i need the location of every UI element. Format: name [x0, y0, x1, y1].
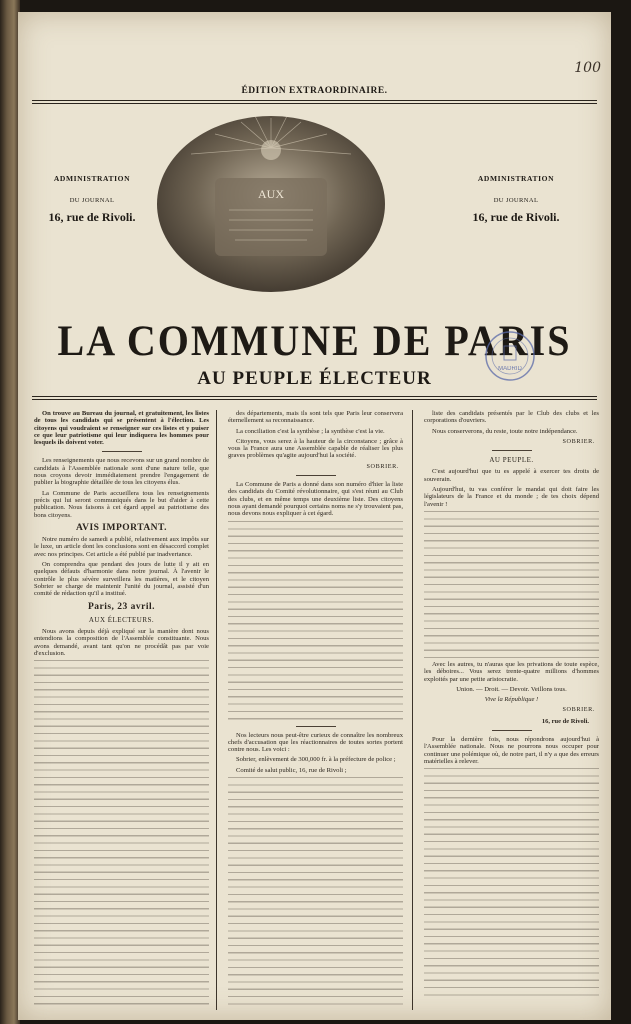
book-spine	[0, 0, 20, 1024]
col2-paragraph: Citoyens, vous serez à la hauteur de la circonstance ; grâce à vous la France aura une Assemblée capable de réaliser les plus graves problèmes qu'agite aujourd'hui la société.	[228, 437, 403, 460]
stamp-crest-icon	[504, 346, 516, 360]
col3-sep	[492, 730, 532, 731]
edition-label: ÉDITION EXTRAORDINAIRE.	[241, 86, 388, 96]
stamp-text: MADRID	[498, 366, 522, 372]
col2-paragraph: Nos lecteurs nous peut-être curieux de connaître les nombreux chefs d'accusation que les réactionnaires de toutes sortes portent contre nous. Les voici :	[228, 731, 403, 754]
col3-motto: Union. — Droit. — Devoir. Veillons tous.	[456, 685, 567, 693]
columns-top-rule	[32, 396, 597, 397]
col2-paragraph: La conciliation c'est la synthèse ; la synthèse c'est la vie.	[236, 427, 385, 435]
col3-address: 16, rue de Rivoli.	[541, 717, 589, 725]
emblem-text: AUX	[258, 187, 284, 201]
col3-paragraph: Nous conserverons, du reste, toute notre indépendance.	[432, 427, 578, 435]
column-3	[424, 410, 599, 1010]
column-divider-1	[216, 410, 217, 1010]
col2-paragraph: Comité de salut public, 16, rue de Rivoli ;	[236, 766, 347, 774]
col2-continued-text	[228, 777, 403, 1010]
masthead-title: LA COMMUNE DE PARIS	[57, 316, 572, 365]
col1-sep	[102, 451, 142, 452]
left-admin-box	[32, 174, 152, 225]
col3-continued-text	[424, 768, 599, 998]
right-admin-address: 16, rue de Rivoli.	[472, 210, 560, 224]
col2-continued-text	[228, 521, 403, 721]
col1-dateline: Paris, 23 avril.	[87, 601, 156, 612]
col1-paragraph: La Commune de Paris accueillera tous les renseignements précis qui lui seront communiqués dans le but d'aider à cette publication. Nous faisons à cet égard appel au patriotisme des bons citoyens.	[34, 489, 209, 519]
col1-paragraph: On comprendra que pendant des jours de lutte il y ait en quelques défauts d'harmonie dans notre journal. À l'avenir le contrôle le plus sévère surveillera les matières, et le citoyen Sobrier se charge de maintenir l'unité du journal, assisté d'un comité de rédaction qu'il a institué.	[34, 561, 209, 598]
col1-paragraph: Nous avons depuis déjà expliqué sur la manière dont nous entendions la composition de l'Assemblée constituante. Nous avons demandé, avant tant qu'on ne procédât pas par voie d'exclusion.	[34, 628, 209, 658]
col2-paragraph: La Commune de Paris a donné dans son numéro d'hier la liste des candidats du Comité révolutionnaire, qui s'est réuni au Club des clubs, et en même temps une deuxième liste. Des citoyens nous ayant demandé pourquoi certains noms ne s'y trouvaient pas, nous devons nous expliquer à cet égard.	[228, 481, 403, 518]
col3-signature: SOBRIER.	[562, 437, 595, 445]
right-admin-line1: ADMINISTRATION	[477, 174, 555, 183]
masthead-subtitle: AU PEUPLE ÉLECTEUR	[197, 368, 432, 389]
column-divider-2	[412, 410, 413, 1010]
col2-sep	[296, 475, 336, 476]
col3-sep	[492, 450, 532, 451]
top-rule	[32, 100, 597, 101]
col2-paragraph: Sobrier, enlèvement de 300,000 fr. à la préfecture de police ;	[236, 756, 396, 764]
top-rule-double	[32, 103, 597, 104]
folio-number: 100	[574, 60, 601, 76]
col1-continued-text	[34, 660, 209, 1010]
left-admin-line1: ADMINISTRATION	[53, 174, 131, 183]
col1-notice: On trouve au Bureau du journal, et gratuitement, les listes de tous les candidats qui se présentent à l'élection. Les citoyens qui voudraient se renseigner sur ces listes et y puiser ce que leur patriotisme qui leur indiquera les hommes pour lesquels ils doivent voter.	[34, 410, 209, 447]
sunburst-emblem	[155, 112, 387, 296]
col3-paragraph: Aujourd'hui, tu vas conférer le mandat qui doit faire les législateurs de la France et du monde ; de tes choix dépend l'avenir !	[424, 486, 599, 508]
col2-signature: SOBRIER.	[366, 462, 399, 470]
col3-paragraph: Pour la dernière fois, nous répondrons aujourd'hui à l'Assemblée nationale. Nous ne pourrons nous occuper pour continuer une polémique où, de notre part, il n'y a que des erreurs matérielles à relever.	[424, 736, 599, 765]
col3-paragraph: C'est aujourd'hui que tu es appelé à exercer tes droits de souverain.	[424, 468, 599, 483]
col1-heading-electeurs: AUX ÉLECTEURS.	[88, 615, 155, 624]
right-admin-box	[456, 174, 576, 225]
col3-heading-au-peuple: AU PEUPLE.	[489, 456, 534, 465]
library-stamp	[484, 330, 536, 382]
col3-paragraph: Avec les autres, tu n'auras que les privations de toute espèce, les déboires... Vous serez trente-quatre millions d'hommes exploités par une petite aristocratie.	[424, 660, 599, 683]
col3-signature: SOBRIER.	[562, 706, 595, 714]
col2-sep	[296, 726, 336, 727]
col3-vive: Vive la République !	[484, 696, 539, 704]
left-admin-address: 16, rue de Rivoli.	[48, 210, 136, 224]
col1-paragraph: Les renseignements que nous recevons sur un grand nombre de candidats à l'Assemblée nationale sont d'une nature telle, que nous croyons devoir immédiatement prendre l'engagement de publier la biographie détaillée de tous les citoyens élus.	[34, 457, 209, 487]
col3-continued-text	[424, 511, 599, 661]
col1-heading-avis: AVIS IMPORTANT.	[75, 522, 168, 533]
column-2	[228, 410, 403, 1010]
left-admin-line2: DU JOURNAL	[69, 197, 115, 204]
col3-paragraph: liste des candidats présentés par le Club des clubs et les corporations d'ouvriers.	[424, 410, 599, 425]
emblem-sun	[261, 140, 281, 160]
col1-paragraph: Notre numéro de samedi a publié, relativement aux impôts sur le luxe, un article dont les conclusions sont en désaccord complet avec nos principes. Cet article a été publié par inadvertance.	[34, 536, 209, 558]
column-1	[34, 410, 209, 1010]
col2-paragraph: des départements, mais ils sont tels que Paris leur conservera éternellement sa reconnaissance.	[228, 410, 403, 425]
right-admin-line2: DU JOURNAL	[493, 197, 539, 204]
newspaper-page	[18, 12, 611, 1020]
columns-top-rule-double	[32, 399, 597, 400]
